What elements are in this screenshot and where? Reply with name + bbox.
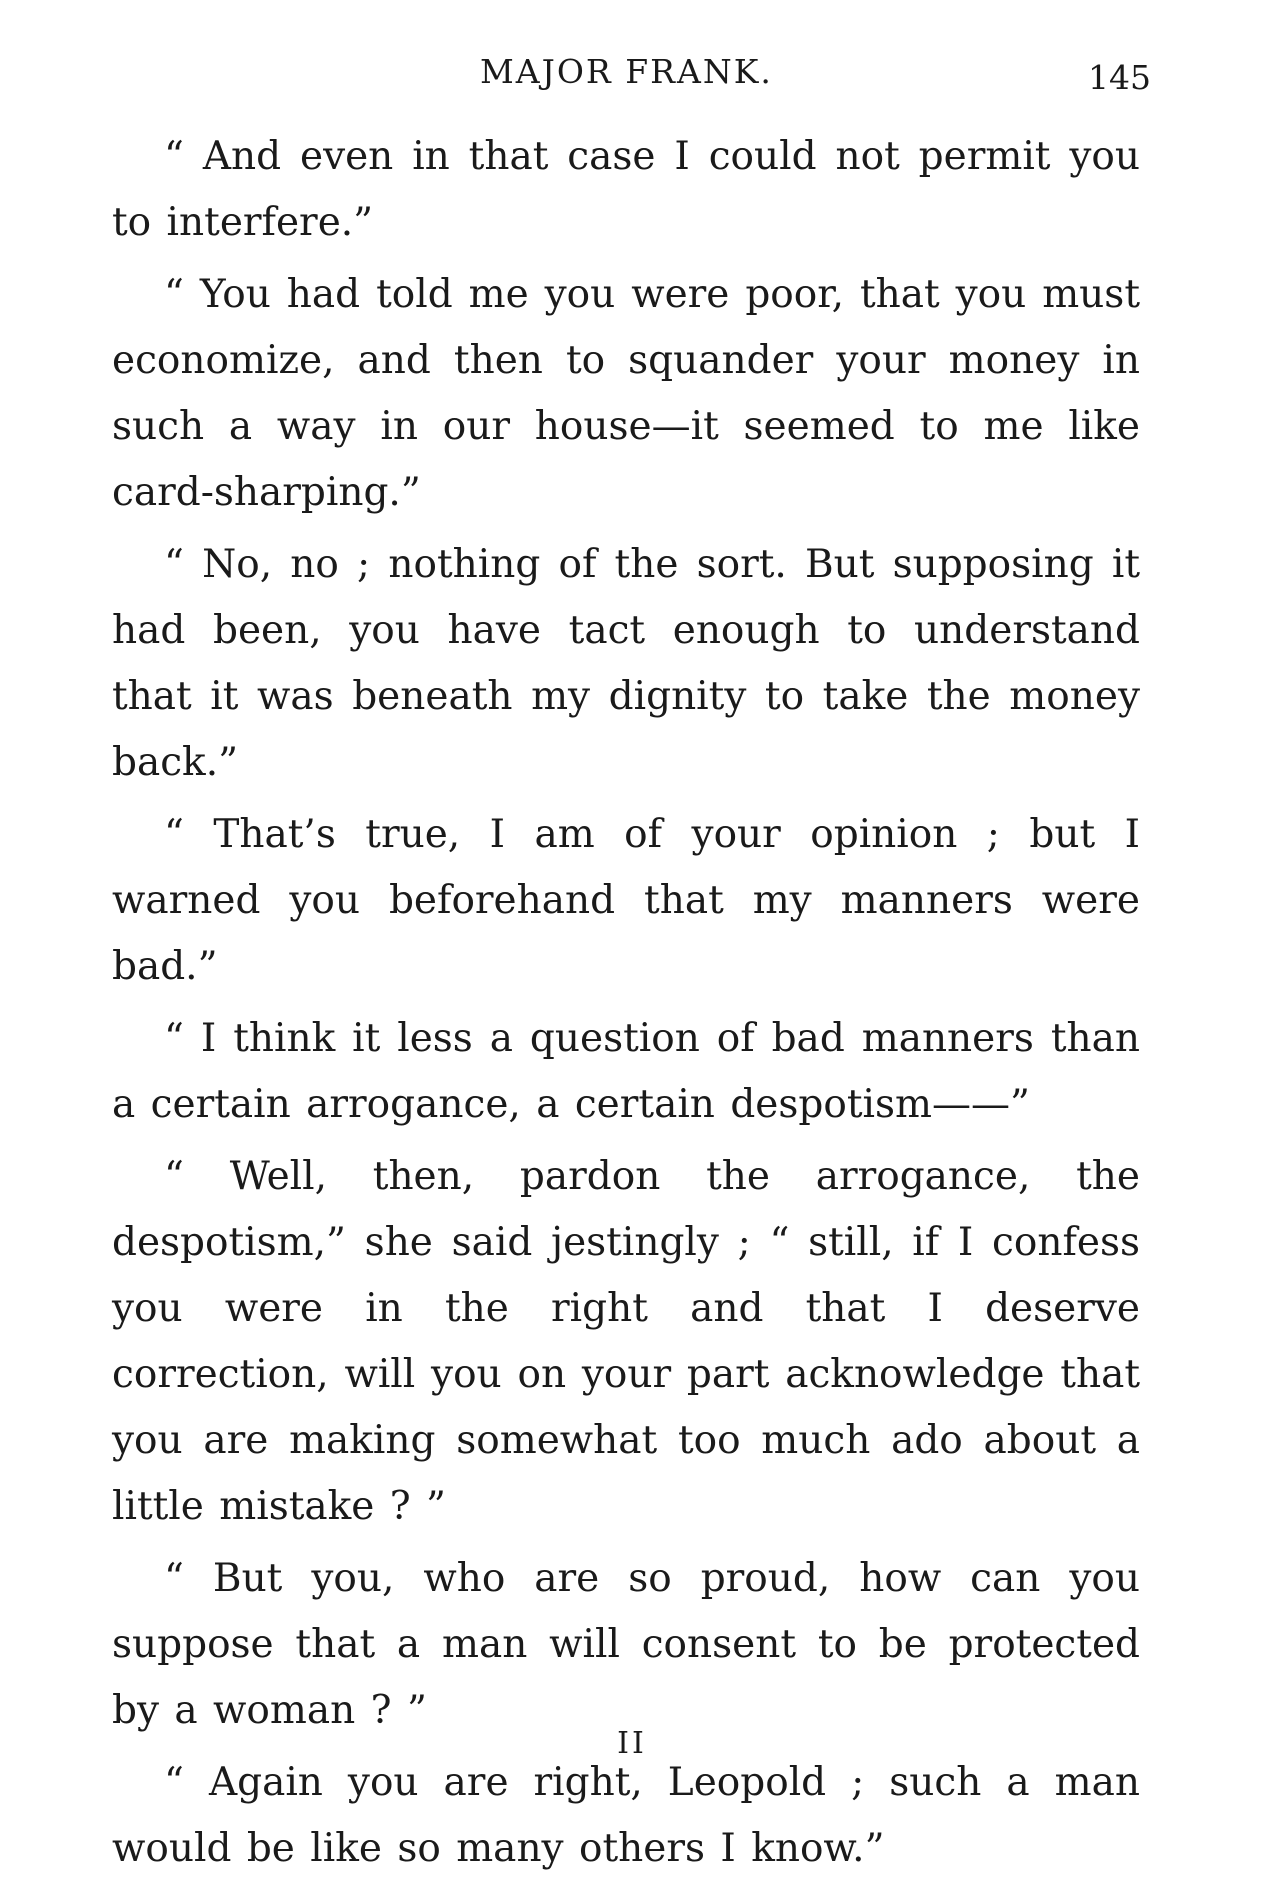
signature-mark: II	[617, 1726, 647, 1761]
paragraph: “ But you, who are so proud, how can you suppose that a man will consent to be protected by a woman ? ”	[112, 1556, 1140, 1733]
paragraph: “ And even in that case I could not permit you to interfere.”	[112, 134, 1140, 245]
paragraph: “ Well, then, pardon the arrogance, the despotism,” she said jestingly ; “ still, if I confess you were in the right and that I deserve correction, will you on your part acknowledge that you are making somewhat too much ado about a little mistake ? ”	[112, 1154, 1140, 1529]
page-number: 145	[1088, 58, 1151, 97]
running-head	[0, 50, 1264, 97]
paragraph: “ I think it less a question of bad manners than a certain arrogance, a certain despotism——”	[112, 1016, 1140, 1127]
paragraph: “ You had told me you were poor, that you must economize, and then to squander your money in such a way in our house—it seemed to me like card-sharping.”	[112, 272, 1140, 515]
running-title: MAJOR FRANK.	[480, 52, 773, 91]
body-text	[112, 124, 1140, 1888]
paragraph: “ That’s true, I am of your opinion ; but I warned you beforehand that my manners were bad.”	[112, 812, 1140, 989]
paragraph: “ No, no ; nothing of the sort. But supposing it had been, you have tact enough to understand that it was beneath my dignity to take the money back.”	[112, 542, 1140, 785]
paragraph: “ Again you are right, Leopold ; such a man would be like so many others I know.”	[112, 1760, 1140, 1871]
